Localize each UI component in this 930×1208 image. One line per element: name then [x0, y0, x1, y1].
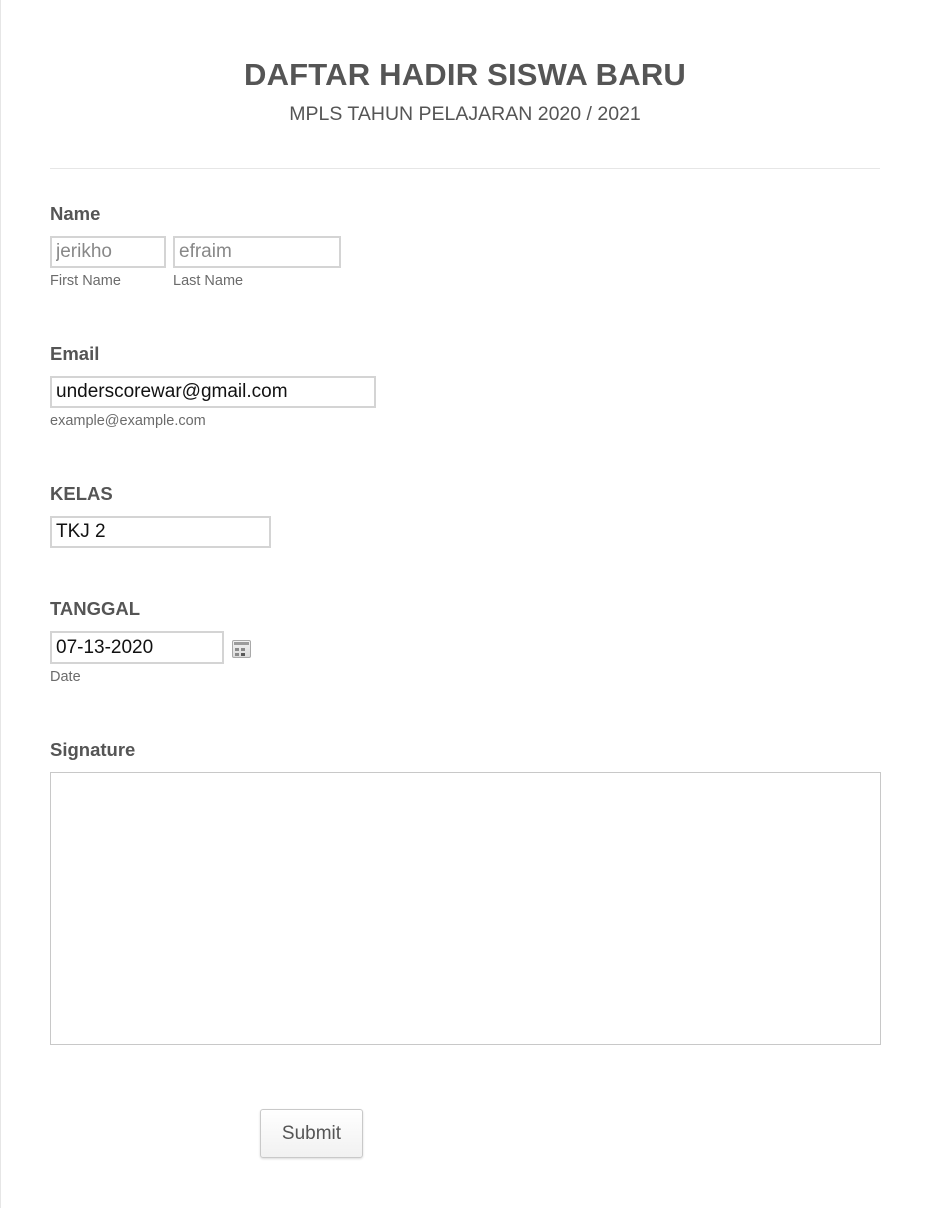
first-name-input[interactable] [50, 236, 166, 268]
calendar-icon[interactable] [232, 640, 251, 658]
kelas-label: KELAS [50, 483, 113, 504]
form-header [50, 56, 880, 126]
submit-button[interactable]: Submit [260, 1109, 363, 1158]
email-input[interactable] [50, 376, 376, 408]
last-name-input[interactable] [173, 236, 341, 268]
first-name-sublabel: First Name [50, 273, 121, 289]
signature-label: Signature [50, 739, 136, 760]
form-title: DAFTAR HADIR SISWA BARU [243, 57, 687, 92]
kelas-input[interactable] [50, 516, 271, 548]
last-name-sublabel: Last Name [173, 273, 244, 289]
form-subtitle: MPLS TAHUN PELAJARAN 2020 / 2021 [289, 103, 641, 125]
email-sublabel: example@example.com [50, 413, 206, 429]
signature-pad[interactable] [50, 772, 881, 1045]
tanggal-label: TANGGAL [50, 598, 141, 619]
header-divider [50, 168, 880, 169]
email-label: Email [50, 343, 100, 364]
date-sublabel: Date [50, 669, 81, 685]
name-label: Name [50, 203, 101, 224]
date-input[interactable] [50, 631, 224, 664]
page-left-edge [0, 0, 1, 1208]
